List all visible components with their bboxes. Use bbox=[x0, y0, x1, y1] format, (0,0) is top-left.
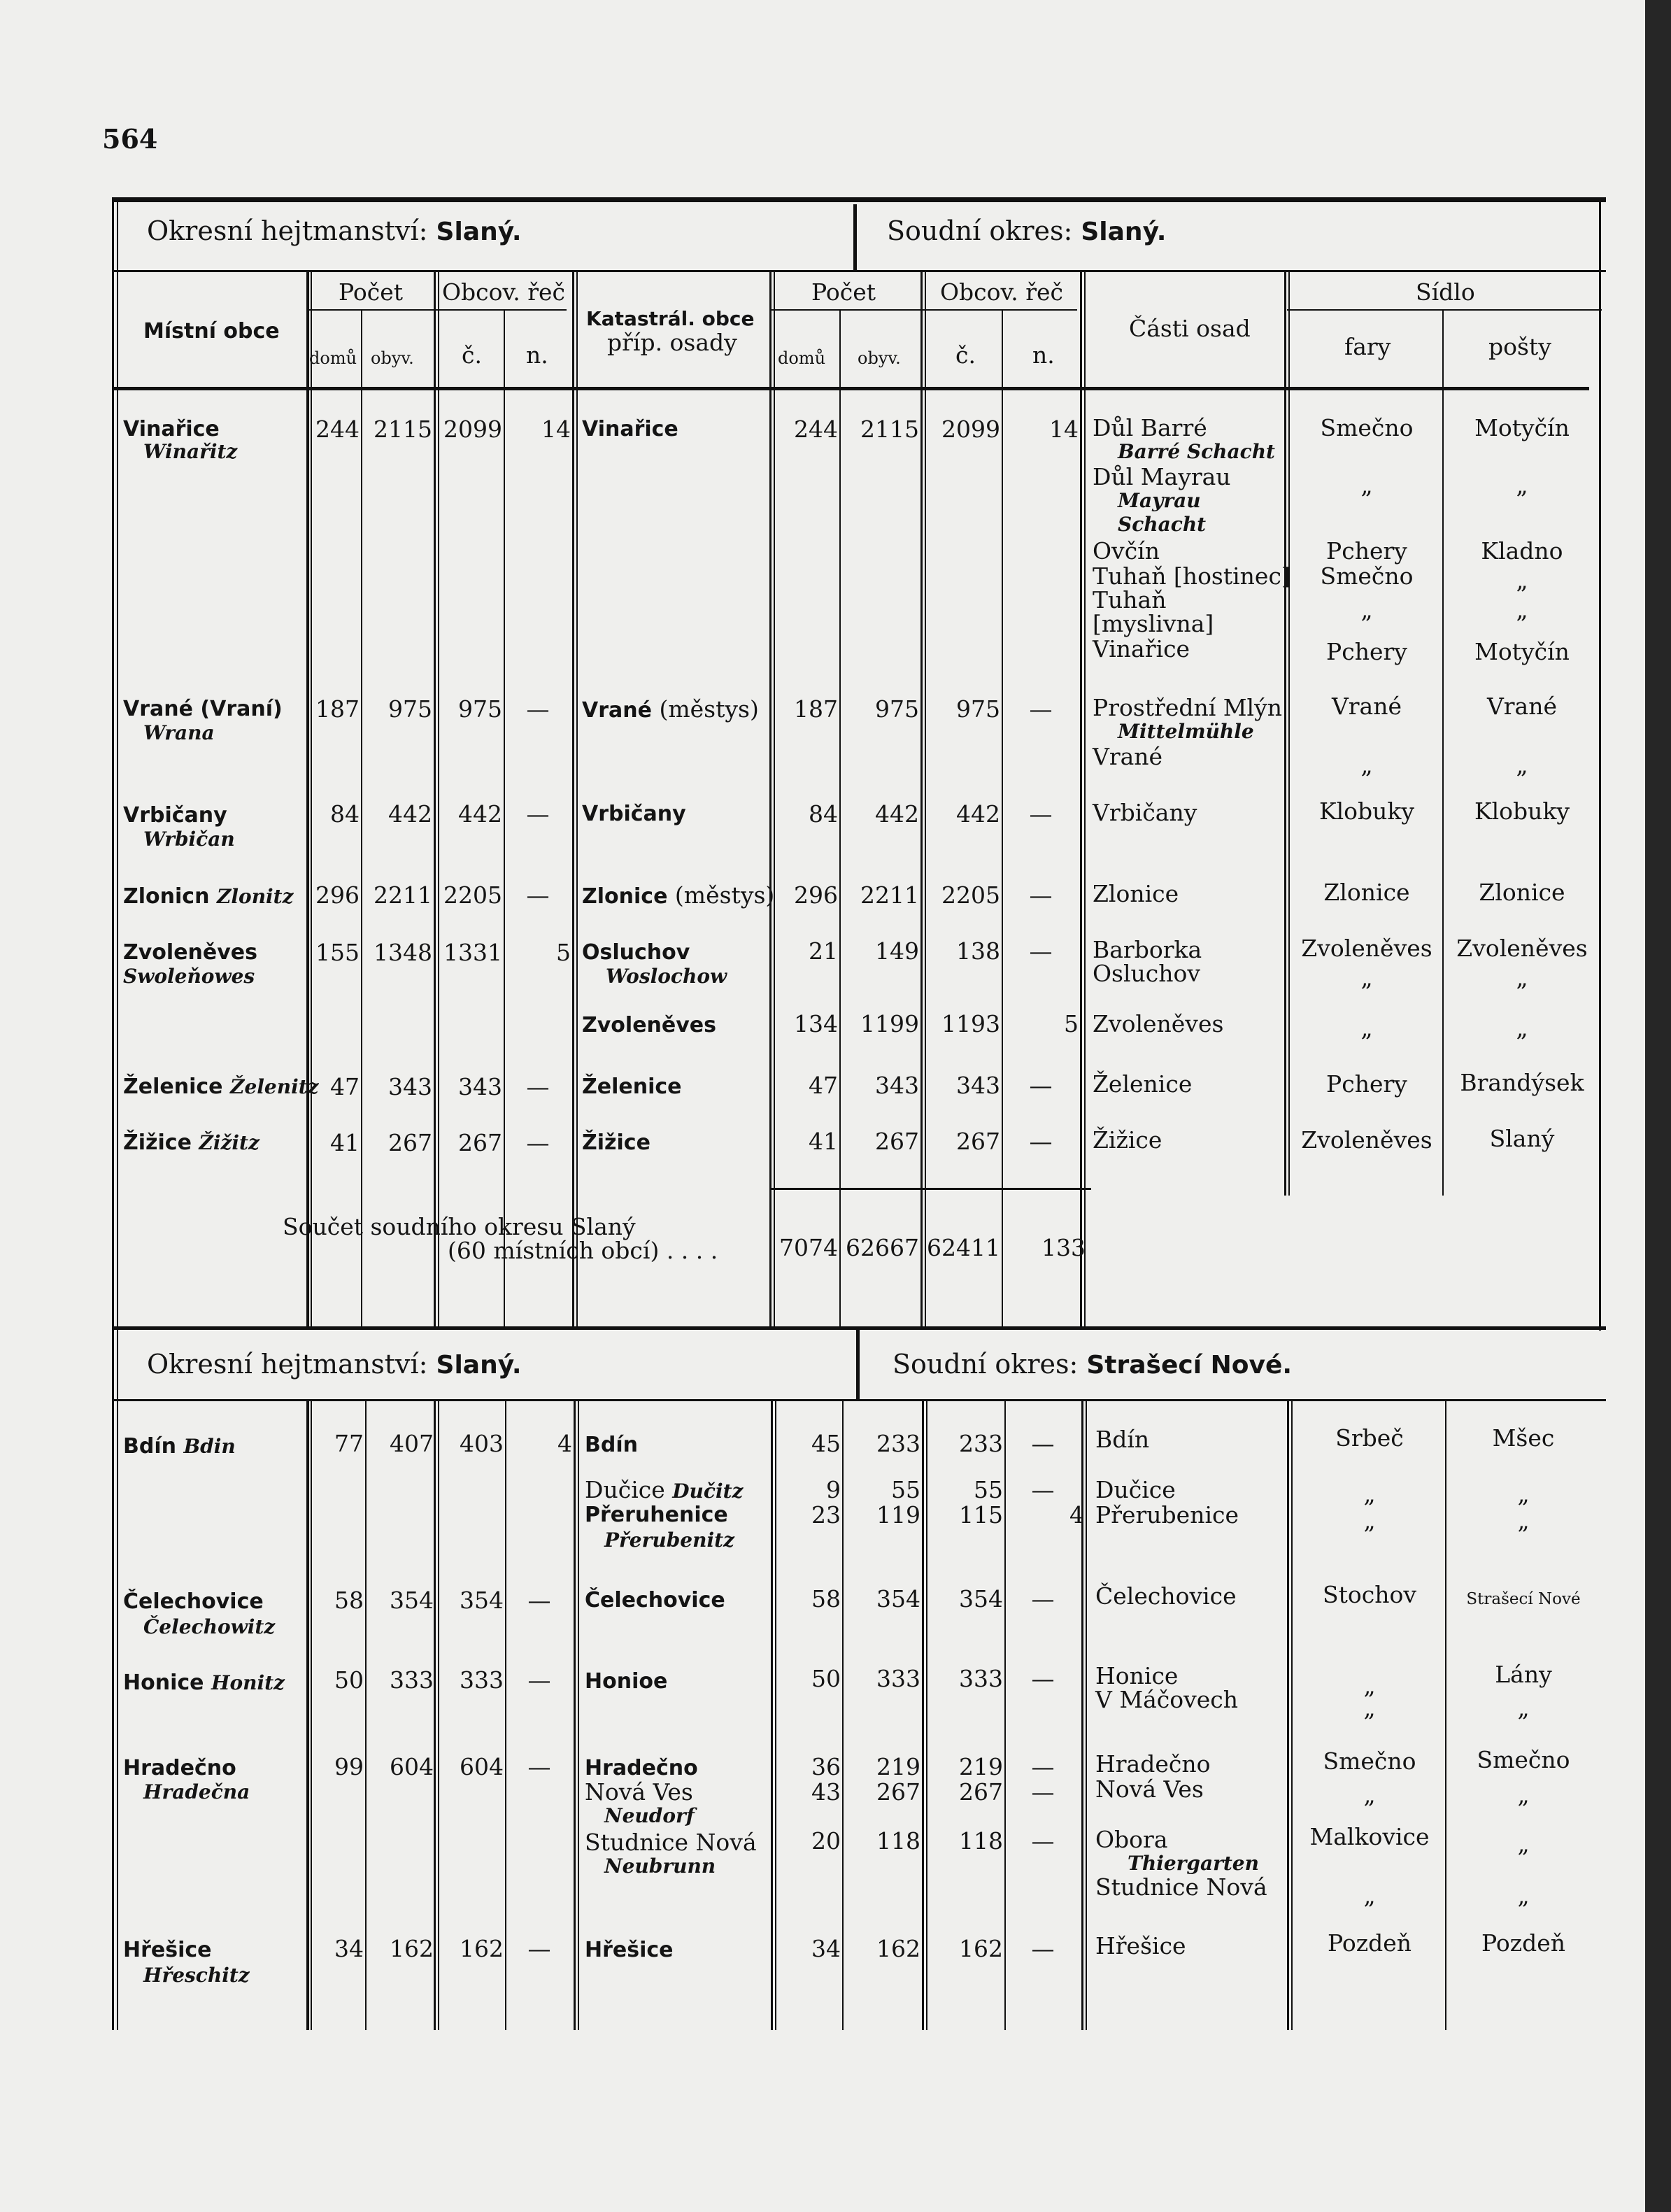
posta: „ bbox=[1516, 751, 1528, 779]
k-domu: 20 bbox=[811, 1827, 841, 1855]
fara: „ bbox=[1360, 751, 1373, 779]
osada: Tuhaň bbox=[1093, 586, 1167, 614]
obec-name bbox=[123, 1433, 236, 1459]
domu: 155 bbox=[315, 939, 360, 966]
k-cesky: 333 bbox=[959, 1665, 1003, 1692]
cesky: 403 bbox=[460, 1430, 504, 1457]
domu: 296 bbox=[315, 881, 360, 909]
osada: Důl Mayrau bbox=[1093, 463, 1231, 490]
nemecky: — bbox=[526, 800, 550, 828]
col-katastral-1: Katastrál. obce bbox=[586, 307, 755, 330]
posta: Zlonice bbox=[1479, 879, 1565, 906]
okresni-label: Okresní hejtmanství: bbox=[147, 215, 428, 246]
obec-name-de: Želenitz bbox=[230, 1075, 319, 1098]
cesky: 162 bbox=[460, 1935, 504, 1962]
fara: Zvoleněves bbox=[1301, 1126, 1432, 1154]
posta: „ bbox=[1517, 1480, 1530, 1508]
k-obyv: 343 bbox=[875, 1072, 919, 1099]
cesky: 1331 bbox=[443, 939, 502, 966]
k-domu: 43 bbox=[811, 1778, 841, 1806]
nemecky: — bbox=[526, 881, 550, 909]
col-obcov-rec: Obcov. řeč bbox=[442, 278, 566, 306]
fara: Smečno bbox=[1320, 562, 1414, 590]
osada: [myslivna] bbox=[1093, 610, 1214, 637]
obec-name-de: Čelechowitz bbox=[143, 1615, 276, 1638]
nemecky: 5 bbox=[556, 939, 571, 966]
obec-name: Vrbičany bbox=[123, 803, 227, 828]
fara: Pchery bbox=[1326, 1070, 1407, 1098]
katastral-suffix: (městys) bbox=[674, 881, 775, 909]
osada: Hřešice bbox=[1095, 1932, 1186, 1959]
obec-name: Hřešice bbox=[123, 1938, 212, 1962]
k-obyv: 149 bbox=[875, 937, 919, 965]
katastral-obec: Osluchov bbox=[582, 940, 690, 965]
fara: Smečno bbox=[1320, 414, 1414, 441]
osada-de: Mayrau bbox=[1118, 489, 1201, 512]
k-obyv: 333 bbox=[876, 1665, 920, 1692]
k-cesky: 1193 bbox=[941, 1010, 1000, 1037]
posta: „ bbox=[1517, 1882, 1530, 1909]
posta: „ bbox=[1517, 1694, 1530, 1722]
k-cesky: 162 bbox=[959, 1935, 1003, 1962]
posta: Strašecí Nové bbox=[1466, 1590, 1581, 1608]
section2-soudni bbox=[893, 1349, 1293, 1380]
total-label-2: (60 místních obcí) . . . . bbox=[448, 1237, 718, 1264]
katastral-obec: Hradečno bbox=[585, 1756, 698, 1780]
osada: Vrané bbox=[1093, 743, 1163, 770]
posta: „ bbox=[1516, 1014, 1528, 1042]
total-obyv: 62667 bbox=[846, 1234, 919, 1261]
obec-name bbox=[123, 1073, 319, 1100]
obyv: 267 bbox=[388, 1129, 432, 1156]
k-obyv: 354 bbox=[876, 1585, 920, 1612]
osada: Osluchov bbox=[1093, 960, 1201, 987]
posta: Smečno bbox=[1477, 1746, 1570, 1773]
col-pocet-2: Počet bbox=[811, 278, 876, 306]
obec-name: Zvoleněves bbox=[123, 940, 258, 965]
k-obyv: 162 bbox=[876, 1935, 920, 1962]
fara: „ bbox=[1363, 1694, 1376, 1722]
obec-name-de: Hradečna bbox=[143, 1780, 250, 1803]
k-domu: 244 bbox=[794, 416, 838, 443]
obyv: 442 bbox=[388, 800, 432, 828]
osada: Přerubenice bbox=[1095, 1501, 1239, 1529]
nemecky: — bbox=[526, 1129, 550, 1156]
col-c: č. bbox=[462, 341, 482, 369]
k-nemecky: 5 bbox=[1064, 1010, 1079, 1037]
col-c-2: č. bbox=[955, 341, 976, 369]
obec-name bbox=[123, 1669, 285, 1696]
fara: Zlonice bbox=[1323, 879, 1410, 906]
obec-name-cz: Zlonicn bbox=[123, 884, 210, 909]
posta: Motyčín bbox=[1474, 638, 1570, 665]
k-cesky: 975 bbox=[956, 695, 1000, 723]
osada: Tuhaň [hostinec] bbox=[1093, 562, 1290, 590]
domu: 84 bbox=[330, 800, 360, 828]
obec-name-cz: Honice bbox=[123, 1671, 204, 1695]
posta: Lány bbox=[1495, 1661, 1552, 1688]
posta: Kladno bbox=[1481, 537, 1563, 565]
osada: Ovčín bbox=[1093, 537, 1160, 565]
katastral-obec: Vrbičany bbox=[582, 802, 686, 826]
fara: „ bbox=[1363, 1781, 1376, 1808]
osada-de: Schacht bbox=[1118, 513, 1207, 536]
domu: 50 bbox=[334, 1666, 364, 1694]
obec-name-de: Bdin bbox=[183, 1435, 236, 1458]
osada: Barborka bbox=[1093, 936, 1202, 963]
nemecky: — bbox=[526, 1073, 550, 1100]
obyv: 354 bbox=[390, 1587, 434, 1614]
col-katastral-2: příp. osady bbox=[607, 329, 737, 356]
k-nemecky: — bbox=[1029, 800, 1053, 828]
nemecky: — bbox=[527, 1935, 551, 1962]
k-nemecky: — bbox=[1029, 881, 1053, 909]
obec-name-cz: Bdín bbox=[123, 1434, 176, 1459]
nemecky: — bbox=[526, 695, 550, 723]
k-nemecky: 14 bbox=[1049, 416, 1079, 443]
fara: Pchery bbox=[1326, 537, 1407, 565]
soudni-label: Soudní okres: bbox=[887, 215, 1073, 246]
total-label-1: Součet soudního okresu Slaný bbox=[283, 1213, 636, 1240]
osada: Prostřední Mlýn bbox=[1093, 694, 1283, 721]
col-obyv: obyv. bbox=[371, 348, 414, 368]
posta: „ bbox=[1516, 964, 1528, 991]
katastral-obec bbox=[582, 883, 774, 909]
fara: „ bbox=[1363, 1672, 1376, 1699]
total-domu: 7074 bbox=[779, 1234, 838, 1261]
k-obyv: 2211 bbox=[860, 881, 919, 909]
k-nemecky: — bbox=[1029, 1128, 1053, 1155]
k-obyv: 267 bbox=[876, 1778, 920, 1806]
osada-de: Thiergarten bbox=[1128, 1852, 1259, 1875]
posta: Brandýsek bbox=[1460, 1069, 1584, 1096]
section1-soudni bbox=[887, 215, 1167, 246]
domu: 41 bbox=[330, 1129, 360, 1156]
cesky: 333 bbox=[460, 1666, 504, 1694]
fara: Pchery bbox=[1326, 638, 1407, 665]
k-domu: 41 bbox=[809, 1128, 838, 1155]
col-obcov-rec-2: Obcov. řeč bbox=[940, 278, 1064, 306]
osada: Studnice Nová bbox=[1095, 1873, 1267, 1901]
posta: Klobuky bbox=[1474, 797, 1570, 825]
obec-name: Hradečno bbox=[123, 1756, 236, 1780]
k-obyv: 267 bbox=[875, 1128, 919, 1155]
osada: Čelechovice bbox=[1095, 1582, 1237, 1610]
k-obyv: 55 bbox=[891, 1476, 920, 1503]
osada: Dučice bbox=[1095, 1476, 1176, 1503]
k-domu: 34 bbox=[811, 1935, 841, 1962]
k-nemecky: — bbox=[1031, 1753, 1055, 1780]
osada: Důl Barré bbox=[1093, 414, 1207, 441]
katastral-obec-de: Přerubenitz bbox=[604, 1529, 734, 1552]
k-obyv: 975 bbox=[875, 695, 919, 723]
domu: 99 bbox=[334, 1753, 364, 1780]
col-casti-osad: Části osad bbox=[1129, 315, 1251, 342]
posta: „ bbox=[1516, 596, 1528, 623]
katastral-obec-de: Neudorf bbox=[604, 1804, 695, 1827]
k-cesky: 343 bbox=[956, 1072, 1000, 1099]
cesky: 975 bbox=[458, 695, 502, 723]
obec-name-de: Žižitz bbox=[199, 1131, 259, 1154]
k-obyv: 2115 bbox=[860, 416, 919, 443]
obec-name bbox=[123, 883, 294, 909]
k-obyv: 1199 bbox=[860, 1010, 919, 1037]
osada: Vinařice bbox=[1093, 635, 1190, 662]
osada: Zvoleněves bbox=[1093, 1010, 1224, 1037]
posta: „ bbox=[1517, 1830, 1530, 1857]
obyv: 604 bbox=[390, 1753, 434, 1780]
cesky: 604 bbox=[460, 1753, 504, 1780]
col-posty: pošty bbox=[1488, 333, 1551, 360]
fara: Malkovice bbox=[1309, 1823, 1430, 1850]
total-cesky: 62411 bbox=[927, 1234, 1000, 1261]
nemecky: 14 bbox=[541, 416, 571, 443]
fara: Klobuky bbox=[1318, 797, 1415, 825]
obec-name-de: Honitz bbox=[211, 1671, 285, 1694]
k-cesky: 118 bbox=[959, 1827, 1003, 1855]
katastral-obec bbox=[582, 697, 759, 723]
cesky: 2205 bbox=[443, 881, 502, 909]
col-domu: domů bbox=[309, 348, 357, 368]
k-cesky: 233 bbox=[959, 1430, 1003, 1457]
okresni-label: Okresní hejtmanství: bbox=[147, 1349, 428, 1380]
domu: 244 bbox=[315, 416, 360, 443]
obec-name-de: Wrana bbox=[143, 721, 215, 744]
domu: 47 bbox=[330, 1073, 360, 1100]
katastral-obec-de: Neubrunn bbox=[604, 1855, 716, 1878]
k-domu: 84 bbox=[809, 800, 838, 828]
posta: „ bbox=[1517, 1507, 1530, 1534]
nemecky: — bbox=[527, 1666, 551, 1694]
k-cesky: 354 bbox=[959, 1585, 1003, 1612]
soudni-label: Soudní okres: bbox=[893, 1349, 1079, 1380]
domu: 34 bbox=[334, 1935, 364, 1962]
k-domu: 21 bbox=[809, 937, 838, 965]
col-pocet: Počet bbox=[339, 278, 404, 306]
osada-de: Mittelmühle bbox=[1118, 720, 1254, 743]
domu: 58 bbox=[334, 1587, 364, 1614]
k-nemecky: — bbox=[1029, 937, 1053, 965]
osada: V Máčovech bbox=[1095, 1686, 1239, 1713]
posta: Mšec bbox=[1492, 1424, 1555, 1452]
k-nemecky: — bbox=[1031, 1476, 1055, 1503]
osada: Hradečno bbox=[1095, 1750, 1211, 1778]
fara: „ bbox=[1360, 1014, 1373, 1042]
obyv: 333 bbox=[390, 1666, 434, 1694]
k-domu: 296 bbox=[794, 881, 838, 909]
obec-name: Vinařice bbox=[123, 417, 220, 441]
katastral-obec: Studnice Nová bbox=[585, 1829, 757, 1856]
k-nemecky: — bbox=[1031, 1827, 1055, 1855]
katastral-obec: Vinařice bbox=[582, 417, 678, 441]
k-nemecky: — bbox=[1031, 1585, 1055, 1612]
k-cesky: 219 bbox=[959, 1753, 1003, 1780]
k-domu: 45 bbox=[811, 1430, 841, 1457]
obyv: 162 bbox=[390, 1935, 434, 1962]
domu: 187 bbox=[315, 695, 360, 723]
k-cesky: 138 bbox=[956, 937, 1000, 965]
section1-okresni bbox=[147, 215, 522, 246]
col-n-2: n. bbox=[1032, 341, 1055, 369]
cesky: 442 bbox=[458, 800, 502, 828]
k-domu: 58 bbox=[811, 1585, 841, 1612]
k-cesky: 2099 bbox=[941, 416, 1000, 443]
katastral-obec: Čelechovice bbox=[585, 1588, 725, 1612]
col-domu-2: domů bbox=[778, 348, 826, 368]
obec-name-cz: Žižice bbox=[123, 1130, 192, 1155]
fara: Pozdeň bbox=[1327, 1929, 1412, 1957]
k-cesky: 115 bbox=[959, 1501, 1003, 1529]
k-cesky: 442 bbox=[956, 800, 1000, 828]
katastral-suffix: (městys) bbox=[659, 695, 759, 723]
katastral-obec: Bdín bbox=[585, 1433, 638, 1457]
fara: „ bbox=[1360, 472, 1373, 499]
osada: Želenice bbox=[1093, 1070, 1193, 1098]
okresni-value: Slaný. bbox=[436, 1351, 522, 1380]
fara: Stochov bbox=[1323, 1581, 1416, 1608]
total-nemecky: 133 bbox=[1041, 1234, 1086, 1261]
k-nemecky: — bbox=[1029, 1072, 1053, 1099]
k-nemecky: 4 bbox=[1069, 1501, 1084, 1529]
col-fary: fary bbox=[1344, 333, 1391, 360]
obec-name bbox=[123, 1129, 259, 1156]
k-cesky: 55 bbox=[974, 1476, 1003, 1503]
osada: Vrbičany bbox=[1093, 799, 1197, 826]
k-cesky: 267 bbox=[959, 1778, 1003, 1806]
soudni-value: Strašecí Nové. bbox=[1086, 1351, 1293, 1380]
section2-okresni bbox=[147, 1349, 522, 1380]
col-sidlo: Sídlo bbox=[1416, 278, 1475, 306]
nemecky: 4 bbox=[557, 1430, 572, 1457]
katastral-obec: Hřešice bbox=[585, 1938, 674, 1962]
obec-name-de: Hřeschitz bbox=[143, 1964, 250, 1987]
fara: „ bbox=[1363, 1507, 1376, 1534]
k-nemecky: — bbox=[1031, 1430, 1055, 1457]
fara: „ bbox=[1360, 596, 1373, 623]
cesky: 2099 bbox=[443, 416, 502, 443]
obyv: 407 bbox=[390, 1430, 434, 1457]
fara: Zvoleněves bbox=[1301, 935, 1432, 962]
k-domu: 50 bbox=[811, 1665, 841, 1692]
k-domu: 9 bbox=[826, 1476, 841, 1503]
k-obyv: 119 bbox=[876, 1501, 920, 1529]
osada: Obora bbox=[1095, 1826, 1168, 1853]
cesky: 354 bbox=[460, 1587, 504, 1614]
nemecky: — bbox=[527, 1753, 551, 1780]
obec-name-de: Swoleňowes bbox=[123, 965, 255, 988]
col-n: n. bbox=[526, 341, 548, 369]
katastral-obec: Želenice bbox=[582, 1075, 682, 1099]
posta: Zvoleněves bbox=[1456, 935, 1588, 962]
cesky: 343 bbox=[458, 1073, 502, 1100]
okresni-value: Slaný. bbox=[436, 218, 522, 246]
k-nemecky: — bbox=[1031, 1935, 1055, 1962]
obyv: 2115 bbox=[374, 416, 432, 443]
posta: „ bbox=[1516, 567, 1528, 594]
fara: Smečno bbox=[1323, 1747, 1416, 1775]
fara: „ bbox=[1363, 1882, 1376, 1909]
obec-name: Vrané (Vraní) bbox=[123, 697, 283, 721]
osada: Honice bbox=[1095, 1662, 1179, 1689]
osada: Bdín bbox=[1095, 1426, 1150, 1453]
posta: Vrané bbox=[1486, 693, 1558, 720]
domu: 77 bbox=[334, 1430, 364, 1457]
fara: Srbeč bbox=[1335, 1424, 1404, 1452]
scan-border bbox=[1645, 0, 1671, 2212]
osada: Zlonice bbox=[1093, 880, 1179, 907]
k-domu: 23 bbox=[811, 1501, 841, 1529]
posta: Motyčín bbox=[1474, 414, 1570, 441]
katastral-obec bbox=[585, 1477, 743, 1504]
katastral-obec: Přeruhenice bbox=[585, 1503, 728, 1527]
col-obyv-2: obyv. bbox=[858, 348, 901, 368]
k-cesky: 267 bbox=[956, 1128, 1000, 1155]
k-obyv: 233 bbox=[876, 1430, 920, 1457]
k-domu: 187 bbox=[794, 695, 838, 723]
obec-name-cz: Želenice bbox=[123, 1075, 223, 1099]
posta: Slaný bbox=[1489, 1125, 1555, 1152]
katastral-obec: Žižice bbox=[582, 1130, 650, 1155]
katastral-obec: Zvoleněves bbox=[582, 1013, 717, 1037]
osada: Žižice bbox=[1093, 1126, 1162, 1154]
posta: „ bbox=[1516, 472, 1528, 499]
katastral-obec: Nová Ves bbox=[585, 1778, 693, 1806]
page-number: 564 bbox=[102, 123, 158, 155]
obec-name-de: Zlonitz bbox=[216, 885, 294, 908]
k-domu: 134 bbox=[794, 1010, 838, 1037]
katastral-name: Zlonice bbox=[582, 884, 668, 909]
posta: „ bbox=[1517, 1781, 1530, 1808]
fara: Vrané bbox=[1331, 693, 1402, 720]
obyv: 343 bbox=[388, 1073, 432, 1100]
k-nemecky: — bbox=[1031, 1778, 1055, 1806]
katastral-obec-de: Woslochow bbox=[606, 965, 727, 988]
katastral-name-de: Dučitz bbox=[672, 1480, 744, 1503]
obec-name-de: Winařitz bbox=[143, 440, 238, 463]
k-nemecky: — bbox=[1031, 1665, 1055, 1692]
fara: „ bbox=[1360, 964, 1373, 991]
obyv: 1348 bbox=[374, 939, 432, 966]
obyv: 2211 bbox=[374, 881, 432, 909]
k-obyv: 219 bbox=[876, 1753, 920, 1780]
k-obyv: 118 bbox=[876, 1827, 920, 1855]
k-nemecky: — bbox=[1029, 695, 1053, 723]
katastral-name: Vrané bbox=[582, 698, 652, 723]
fara: „ bbox=[1363, 1480, 1376, 1508]
osada-de: Barré Schacht bbox=[1118, 440, 1275, 463]
k-cesky: 2205 bbox=[941, 881, 1000, 909]
obec-name: Čelechovice bbox=[123, 1589, 264, 1614]
obyv: 975 bbox=[388, 695, 432, 723]
cesky: 267 bbox=[458, 1129, 502, 1156]
soudni-value: Slaný. bbox=[1081, 218, 1167, 246]
osada: Nová Ves bbox=[1095, 1775, 1204, 1803]
k-obyv: 442 bbox=[875, 800, 919, 828]
katastral-name: Dučice bbox=[585, 1476, 665, 1503]
k-domu: 47 bbox=[809, 1072, 838, 1099]
nemecky: — bbox=[527, 1587, 551, 1614]
obec-name-de: Wrbičan bbox=[143, 828, 235, 851]
posta: Pozdeň bbox=[1481, 1929, 1566, 1957]
col-mistni-obce: Místní obce bbox=[143, 319, 280, 343]
k-domu: 36 bbox=[811, 1753, 841, 1780]
katastral-obec: Honioe bbox=[585, 1669, 668, 1694]
